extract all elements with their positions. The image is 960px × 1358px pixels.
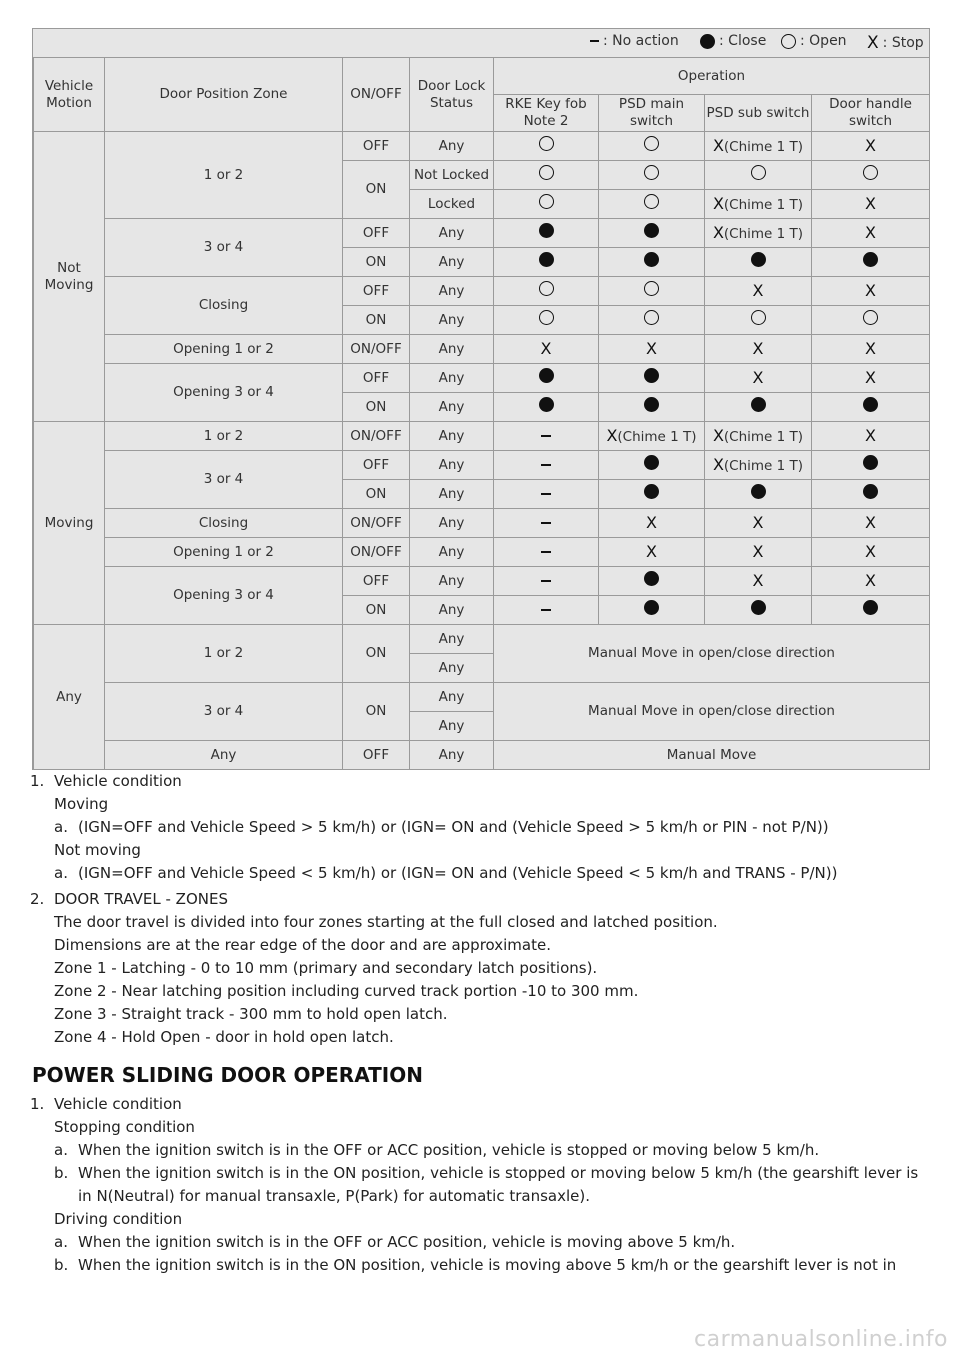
x-stop-icon: X bbox=[712, 222, 724, 242]
zone-cell: 3 or 4 bbox=[105, 451, 343, 509]
dash-icon bbox=[590, 40, 599, 42]
x-stop-icon: X bbox=[865, 280, 876, 300]
watermark: carmanualsonline.info bbox=[694, 1327, 948, 1352]
lock-cell: Any bbox=[410, 132, 494, 161]
x-stop-icon: X bbox=[646, 541, 657, 561]
open-circle-icon bbox=[644, 310, 659, 325]
header-door-handle: Door handle switch bbox=[812, 95, 930, 132]
filled-circle-icon bbox=[644, 252, 659, 267]
x-stop-icon: X bbox=[865, 222, 876, 242]
x-stop-icon: X bbox=[646, 338, 657, 358]
onoff-cell: ON bbox=[343, 161, 410, 219]
open-circle-icon bbox=[539, 194, 554, 209]
lock-cell: Any bbox=[410, 480, 494, 509]
group-any: Any bbox=[34, 625, 105, 770]
header-psd-sub: PSD sub switch bbox=[705, 95, 812, 132]
zone-cell: 3 or 4 bbox=[105, 683, 343, 741]
lock-cell: Any bbox=[410, 654, 494, 683]
table-row bbox=[34, 567, 930, 596]
chime-label: (Chime 1 T) bbox=[723, 428, 804, 445]
lock-cell: Locked bbox=[410, 190, 494, 219]
open-circle-icon bbox=[539, 136, 554, 151]
operation-table-figure bbox=[32, 28, 930, 770]
lock-cell: Any bbox=[410, 219, 494, 248]
onoff-cell: ON bbox=[343, 596, 410, 625]
legend-close: : Close bbox=[700, 33, 766, 49]
lock-cell: Any bbox=[410, 451, 494, 480]
onoff-cell: OFF bbox=[343, 219, 410, 248]
x-stop-icon: X bbox=[865, 512, 876, 532]
table-row bbox=[34, 683, 930, 712]
lock-cell: Any bbox=[410, 364, 494, 393]
filled-circle-icon bbox=[700, 34, 715, 49]
filled-circle-icon bbox=[644, 571, 659, 586]
x-stop-icon: X bbox=[865, 338, 876, 358]
lock-cell: Not Locked bbox=[410, 161, 494, 190]
open-circle-icon bbox=[863, 310, 878, 325]
onoff-cell: ON bbox=[343, 625, 410, 683]
open-circle-icon bbox=[751, 165, 766, 180]
lock-cell: Any bbox=[410, 683, 494, 712]
onoff-cell: ON bbox=[343, 248, 410, 277]
x-stop-icon: X bbox=[712, 193, 724, 213]
lock-cell: Any bbox=[410, 567, 494, 596]
open-circle-icon bbox=[644, 136, 659, 151]
zone-cell: Opening 3 or 4 bbox=[105, 364, 343, 422]
filled-circle-icon bbox=[539, 368, 554, 383]
onoff-cell: OFF bbox=[343, 277, 410, 306]
symbol-legend bbox=[33, 29, 929, 57]
chime-label: (Chime 1 T) bbox=[723, 457, 804, 474]
table-row bbox=[34, 132, 930, 161]
x-stop-icon: X bbox=[752, 367, 764, 387]
zone-cell: 1 or 2 bbox=[105, 625, 343, 683]
filled-circle-icon bbox=[751, 484, 766, 499]
onoff-cell: ON bbox=[343, 683, 410, 741]
filled-circle-icon bbox=[644, 455, 659, 470]
lock-cell: Any bbox=[410, 306, 494, 335]
header-vehicle-motion: Vehicle Motion bbox=[34, 58, 105, 132]
open-circle-icon bbox=[539, 165, 554, 180]
x-stop-icon: X bbox=[867, 33, 879, 53]
table-row bbox=[34, 335, 930, 364]
lock-cell: Any bbox=[410, 712, 494, 741]
note-1-moving-a: a. (IGN=OFF and Vehicle Speed > 5 km/h) or (IGN= ON and (Vehicle Speed > 5 km/h or PIN - not P/N)) bbox=[54, 818, 829, 836]
zone-cell: 3 or 4 bbox=[105, 219, 343, 277]
x-stop-icon: X bbox=[752, 338, 764, 358]
section-title: POWER SLIDING DOOR OPERATION bbox=[32, 1063, 423, 1087]
filled-circle-icon bbox=[751, 600, 766, 615]
filled-circle-icon bbox=[863, 484, 878, 499]
dash-icon bbox=[541, 580, 551, 582]
chime-label: (Chime 1 T) bbox=[723, 196, 804, 213]
lock-cell: Any bbox=[410, 596, 494, 625]
x-stop-icon: X bbox=[752, 280, 764, 300]
zone-cell: Opening 1 or 2 bbox=[105, 335, 343, 364]
onoff-cell: ON/OFF bbox=[343, 422, 410, 451]
zone-cell: Any bbox=[105, 741, 343, 770]
onoff-cell: OFF bbox=[343, 567, 410, 596]
x-stop-icon: X bbox=[752, 541, 764, 561]
open-circle-icon bbox=[644, 165, 659, 180]
onoff-cell: ON/OFF bbox=[343, 335, 410, 364]
note-1: 1. Vehicle condition Moving bbox=[30, 772, 182, 813]
filled-circle-icon bbox=[644, 223, 659, 238]
dash-icon bbox=[541, 493, 551, 495]
x-stop-icon: X bbox=[865, 541, 876, 561]
filled-circle-icon bbox=[751, 397, 766, 412]
header-on-off: ON/OFF bbox=[343, 58, 410, 132]
filled-circle-icon bbox=[751, 252, 766, 267]
filled-circle-icon bbox=[539, 252, 554, 267]
lock-cell: Any bbox=[410, 509, 494, 538]
lock-cell: Any bbox=[410, 277, 494, 306]
onoff-cell: ON/OFF bbox=[343, 509, 410, 538]
manual-move-cell: Manual Move in open/close direction bbox=[494, 683, 930, 741]
section-item-1: 1. Vehicle condition Stopping condition bbox=[30, 1095, 195, 1136]
header-operation: Operation bbox=[494, 58, 930, 95]
onoff-cell: OFF bbox=[343, 132, 410, 161]
legend-stop: X : Stop bbox=[867, 33, 924, 53]
table-row bbox=[34, 364, 930, 393]
zone-cell: Closing bbox=[105, 509, 343, 538]
onoff-cell: ON bbox=[343, 480, 410, 509]
lock-cell: Any bbox=[410, 393, 494, 422]
legend-open: : Open bbox=[781, 33, 847, 49]
x-stop-icon: X bbox=[865, 367, 876, 387]
table-row bbox=[34, 625, 930, 654]
table-row bbox=[34, 741, 930, 770]
lock-cell: Any bbox=[410, 248, 494, 277]
x-stop-icon: X bbox=[712, 454, 724, 474]
table-row bbox=[34, 451, 930, 480]
x-stop-icon: X bbox=[712, 135, 724, 155]
lock-cell: Any bbox=[410, 335, 494, 364]
x-stop-icon: X bbox=[712, 425, 724, 445]
operation-table bbox=[33, 57, 930, 770]
x-stop-icon: X bbox=[865, 425, 876, 445]
x-stop-icon: X bbox=[865, 570, 876, 590]
table-row bbox=[34, 509, 930, 538]
filled-circle-icon bbox=[863, 600, 878, 615]
lock-cell: Any bbox=[410, 538, 494, 567]
group-moving: Moving bbox=[34, 422, 105, 625]
dash-icon bbox=[541, 522, 551, 524]
onoff-cell: OFF bbox=[343, 741, 410, 770]
filled-circle-icon bbox=[539, 397, 554, 412]
x-stop-icon: X bbox=[540, 338, 552, 358]
note-1-not-moving-a: a. (IGN=OFF and Vehicle Speed < 5 km/h) or (IGN= ON and (Vehicle Speed < 5 km/h and TRANS - P/N)) bbox=[54, 864, 838, 882]
table-row bbox=[34, 422, 930, 451]
dash-icon bbox=[541, 551, 551, 553]
zone-cell: Opening 1 or 2 bbox=[105, 538, 343, 567]
onoff-cell: OFF bbox=[343, 364, 410, 393]
filled-circle-icon bbox=[863, 252, 878, 267]
header-rke: RKE Key fob Note 2 bbox=[494, 95, 599, 132]
table-row bbox=[34, 538, 930, 567]
manual-move-cell: Manual Move in open/close direction bbox=[494, 625, 930, 683]
zone-cell: 1 or 2 bbox=[105, 422, 343, 451]
header-door-position-zone: Door Position Zone bbox=[105, 58, 343, 132]
open-circle-icon bbox=[863, 165, 878, 180]
header-door-lock-status: Door Lock Status bbox=[410, 58, 494, 132]
open-circle-icon bbox=[539, 281, 554, 296]
section-body: 1. Vehicle condition Stopping condition a. When the ignition switch is in the OFF or ACC position, vehicle is stopped or moving below 5 km/h. b. When the ignition switch is in the ON position, vehicle is stopped or moving below 5 km/h (the gearshift lever is in N(Neutral) for manual transaxle, P(Park) for automatic transaxle). Driving condition a. When the ignition switch is in the OFF or ACC position, vehicle is moving above 5 km/h. b. When the ignition switch is in the ON position, vehicle is moving above 5 km/h or the gearshift lever is not in bbox=[30, 1093, 930, 1277]
x-stop-icon: X bbox=[646, 512, 657, 532]
zone-cell: Opening 3 or 4 bbox=[105, 567, 343, 625]
open-circle-icon bbox=[781, 34, 796, 49]
legend-no-action: : No action bbox=[590, 33, 679, 49]
dash-icon bbox=[541, 609, 551, 611]
open-circle-icon bbox=[644, 194, 659, 209]
filled-circle-icon bbox=[644, 368, 659, 383]
chime-label: (Chime 1 T) bbox=[617, 428, 697, 445]
zone-cell: 1 or 2 bbox=[105, 132, 343, 219]
driving-a: a. When the ignition switch is in the OFF or ACC position, vehicle is moving above 5 km/h. bbox=[54, 1233, 736, 1251]
note-2: 2. DOOR TRAVEL - ZONES The door travel is divided into four zones starting at the full closed and latched position. Dimensions are at the rear edge of the door and are approximate. Zone 1 - Latching - 0 to 10 mm (primary and secondary latch positions). Zone 2 - Near latching position including curved track portion -10 to 300 mm. Zone 3 - Straight track - 300 mm to hold open latch. Zone 4 - Hold Open - door in hold open latch. bbox=[30, 890, 718, 1046]
table-row bbox=[34, 219, 930, 248]
stopping-a: a. When the ignition switch is in the OFF or ACC position, vehicle is stopped or moving below 5 km/h. bbox=[54, 1141, 820, 1159]
table-notes: 1. Vehicle condition Moving a. (IGN=OFF and Vehicle Speed > 5 km/h) or (IGN= ON and (Vehicle Speed > 5 km/h or PIN - not P/N)) Not moving a. (IGN=OFF and Vehicle Speed < 5 km/h) or (IGN= ON and (Vehicle Speed < 5 km/h and TRANS - P/N)) 2. DOOR TRAVEL - ZONES The door travel is divided into four zones starting at the full closed and latched position. Dimensions are at the rear edge of the door and are approximate. Zone 1 - Latching - 0 to 10 mm (primary and secondary latch positions). Zone 2 - Near latching position including curved track portion -10 to 300 mm. Zone 3 - Straight track - 300 mm to hold open latch. Zone 4 - Hold Open - door in hold open latch. bbox=[30, 770, 930, 1049]
table-row bbox=[34, 277, 930, 306]
onoff-cell: ON/OFF bbox=[343, 538, 410, 567]
lock-cell: Any bbox=[410, 422, 494, 451]
lock-cell: Any bbox=[410, 741, 494, 770]
x-stop-icon: X bbox=[752, 570, 764, 590]
dash-icon bbox=[541, 435, 551, 437]
manual-move-cell: Manual Move bbox=[494, 741, 930, 770]
x-stop-icon: X bbox=[865, 135, 876, 155]
x-stop-icon: X bbox=[752, 512, 764, 532]
chime-label: (Chime 1 T) bbox=[723, 138, 804, 155]
x-stop-icon: X bbox=[865, 193, 876, 213]
chime-label: (Chime 1 T) bbox=[723, 225, 804, 242]
x-stop-icon: X bbox=[606, 425, 618, 445]
filled-circle-icon bbox=[644, 484, 659, 499]
header-row bbox=[34, 58, 930, 95]
onoff-cell: ON bbox=[343, 393, 410, 422]
dash-icon bbox=[541, 464, 551, 466]
driving-b: b. When the ignition switch is in the ON position, vehicle is moving above 5 km/h or the gearshift lever is not in bbox=[54, 1256, 897, 1274]
stopping-b: b. When the ignition switch is in the ON position, vehicle is stopped or moving below 5 km/h (the gearshift lever is in N(Neutral) for manual transaxle, P(Park) for automatic transaxle). bbox=[54, 1164, 919, 1205]
filled-circle-icon bbox=[863, 397, 878, 412]
zone-cell: Closing bbox=[105, 277, 343, 335]
open-circle-icon bbox=[751, 310, 766, 325]
onoff-cell: OFF bbox=[343, 451, 410, 480]
filled-circle-icon bbox=[644, 600, 659, 615]
open-circle-icon bbox=[539, 310, 554, 325]
filled-circle-icon bbox=[539, 223, 554, 238]
open-circle-icon bbox=[644, 281, 659, 296]
filled-circle-icon bbox=[863, 455, 878, 470]
filled-circle-icon bbox=[644, 397, 659, 412]
header-psd-main: PSD main switch bbox=[599, 95, 705, 132]
group-not-moving: Not Moving bbox=[34, 132, 105, 422]
onoff-cell: ON bbox=[343, 306, 410, 335]
lock-cell: Any bbox=[410, 625, 494, 654]
